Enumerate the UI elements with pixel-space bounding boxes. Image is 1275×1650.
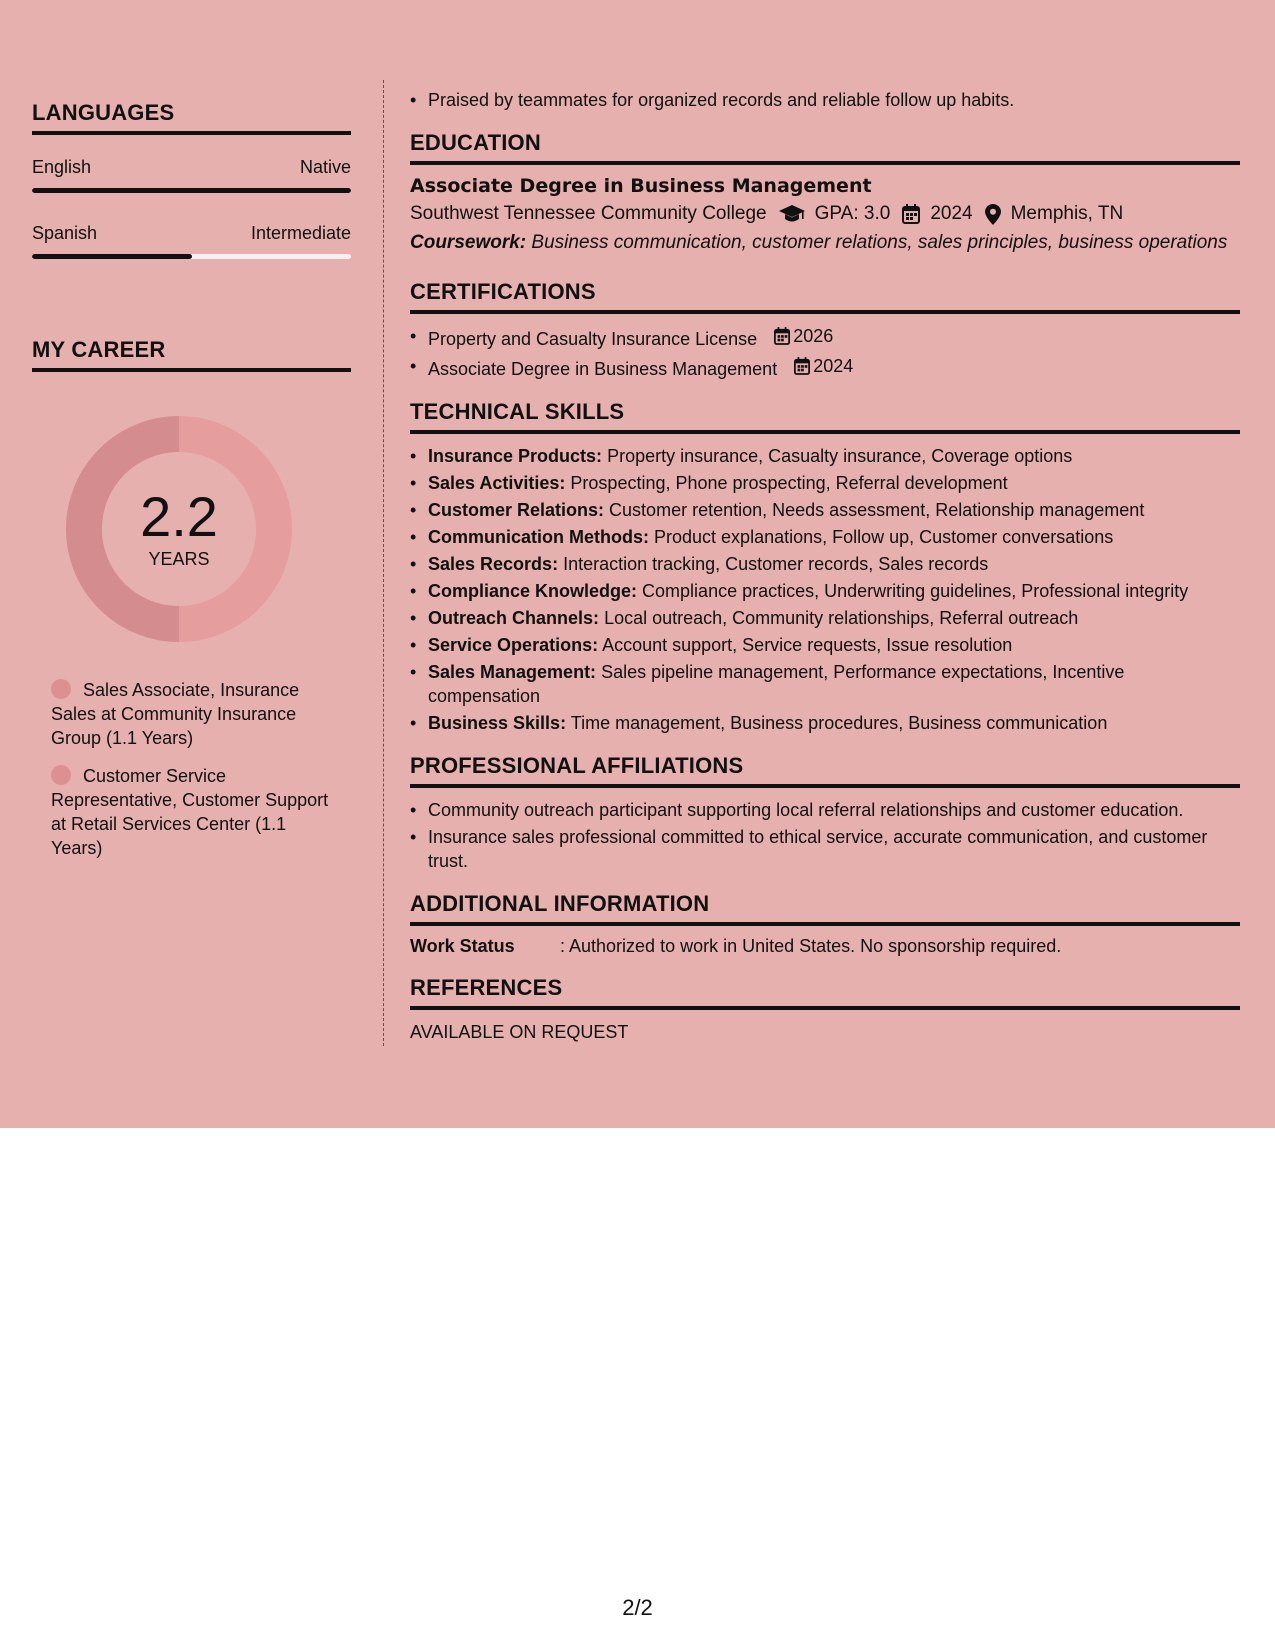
- page-number: 2/2: [622, 1595, 653, 1620]
- location-pin-icon: [985, 204, 1001, 225]
- career-heading: MY CAREER: [32, 337, 351, 372]
- language-name: Spanish: [32, 223, 98, 243]
- skills-list: [410, 444, 1240, 735]
- coursework-text: Business communication, customer relations, sales principles, business operations: [531, 232, 1228, 253]
- graduation-cap-icon: [779, 205, 805, 223]
- skill-item: [410, 660, 1240, 708]
- education-year: 2024: [930, 203, 973, 224]
- skill-label: Sales Records:: [428, 554, 559, 574]
- language-bar-fill: [32, 254, 192, 259]
- references-heading: REFERENCES: [410, 975, 1240, 1010]
- certification-name: Property and Casualty Insurance License: [428, 329, 758, 349]
- education-heading: EDUCATION: [410, 130, 1240, 165]
- certifications-list: [410, 324, 1240, 381]
- language-row-english: [32, 157, 351, 178]
- skill-label: Sales Activities:: [428, 473, 566, 493]
- skill-text: Time management, Business procedures, Business communication: [570, 713, 1108, 733]
- skill-label: Insurance Products:: [428, 446, 603, 466]
- skill-label: Compliance Knowledge:: [428, 581, 638, 601]
- donut-center: [66, 416, 292, 642]
- skill-item: [410, 606, 1240, 630]
- skill-text: Sales pipeline management, Performance expectations, Incentive compensation: [428, 662, 1125, 706]
- career-donut-chart: [66, 416, 292, 642]
- additional-info-heading: ADDITIONAL INFORMATION: [410, 891, 1240, 926]
- skill-item: [410, 552, 1240, 576]
- education-details: [410, 203, 1240, 225]
- skill-text: Account support, Service requests, Issue resolution: [602, 635, 1013, 655]
- career-total-unit: YEARS: [148, 548, 210, 569]
- skill-text: Prospecting, Phone prospecting, Referral development: [570, 473, 1008, 493]
- certification-year: 2024: [813, 356, 854, 376]
- skill-label: Communication Methods:: [428, 527, 649, 547]
- skill-label: Outreach Channels:: [428, 608, 600, 628]
- language-name: English: [32, 157, 92, 177]
- language-bar-fill: [32, 188, 351, 193]
- legend-dot-icon: [51, 679, 71, 699]
- skill-text: Interaction tracking, Customer records, Sales records: [563, 554, 989, 574]
- career-item-text: Sales Associate, Insurance Sales at Community Insurance Group (1.1 Years): [51, 680, 300, 748]
- career-legend-item: [51, 678, 331, 750]
- work-status-value: : Authorized to work in United States. No sponsorship required.: [560, 936, 1062, 956]
- certification-year: 2026: [793, 326, 834, 346]
- right-column: [410, 78, 1240, 1043]
- work-status-row: [410, 936, 1240, 957]
- calendar-icon: [902, 204, 920, 224]
- certification-name: Associate Degree in Business Management: [428, 359, 778, 379]
- language-bar-spanish: [32, 254, 351, 259]
- language-level: Native: [299, 157, 351, 177]
- language-bar-english: [32, 188, 351, 193]
- column-divider: [383, 80, 384, 1046]
- certification-date: [774, 324, 833, 348]
- career-legend-item: [51, 764, 331, 860]
- list-item: • Praised by teammates for organized records and reliable follow up habits.: [410, 88, 1240, 112]
- education-degree: Associate Degree in Business Management: [410, 175, 872, 197]
- skill-item: [410, 711, 1240, 735]
- calendar-icon: [774, 327, 790, 345]
- career-item-text: Customer Service Representative, Customer Support at Retail Services Center (1.1 Years): [51, 766, 329, 858]
- certification-item: [410, 324, 1240, 351]
- education-school: Southwest Tennessee Community College: [410, 203, 767, 224]
- calendar-icon: [794, 357, 810, 375]
- skill-item: [410, 444, 1240, 468]
- skill-label: Business Skills:: [428, 713, 567, 733]
- skill-item: [410, 525, 1240, 549]
- skill-item: [410, 471, 1240, 495]
- certification-date: [794, 354, 853, 378]
- education-location: Memphis, TN: [1010, 203, 1124, 224]
- career-legend: [51, 678, 331, 860]
- education-gpa: GPA: 3.0: [814, 203, 891, 224]
- coursework-label: Coursework:: [410, 232, 527, 253]
- education-coursework: [410, 231, 1240, 255]
- skill-text: Local outreach, Community relationships, Referral outreach: [604, 608, 1079, 628]
- languages-heading: LANGUAGES: [32, 100, 351, 135]
- affiliations-list: [410, 798, 1240, 873]
- skill-text: Compliance practices, Underwriting guidelines, Professional integrity: [642, 581, 1189, 601]
- career-total-years: 2.2: [140, 484, 218, 548]
- experience-tail-list: [410, 88, 1240, 112]
- affiliation-item: • Community outreach participant supporting local referral relationships and customer education.: [410, 798, 1240, 822]
- certifications-heading: CERTIFICATIONS: [410, 279, 1240, 314]
- skill-item: [410, 633, 1240, 657]
- skill-text: Product explanations, Follow up, Customer conversations: [654, 527, 1114, 547]
- affiliations-heading: PROFESSIONAL AFFILIATIONS: [410, 753, 1240, 788]
- skill-item: [410, 498, 1240, 522]
- work-status-label: Work Status: [410, 936, 515, 956]
- skill-label: Sales Management:: [428, 662, 597, 682]
- skills-heading: TECHNICAL SKILLS: [410, 399, 1240, 434]
- language-row-spanish: [32, 223, 351, 244]
- certification-item: [410, 354, 1240, 381]
- legend-dot-icon: [51, 765, 71, 785]
- affiliation-item: • Insurance sales professional committed to ethical service, accurate communication, and customer trust.: [410, 825, 1240, 873]
- skill-text: Property insurance, Casualty insurance, Coverage options: [607, 446, 1073, 466]
- references-text: AVAILABLE ON REQUEST: [410, 1022, 629, 1042]
- language-level: Intermediate: [250, 223, 351, 243]
- skill-text: Customer retention, Needs assessment, Relationship management: [609, 500, 1145, 520]
- skill-label: Customer Relations:: [428, 500, 605, 520]
- skill-item: [410, 579, 1240, 603]
- skill-label: Service Operations:: [428, 635, 599, 655]
- left-column: [32, 100, 351, 874]
